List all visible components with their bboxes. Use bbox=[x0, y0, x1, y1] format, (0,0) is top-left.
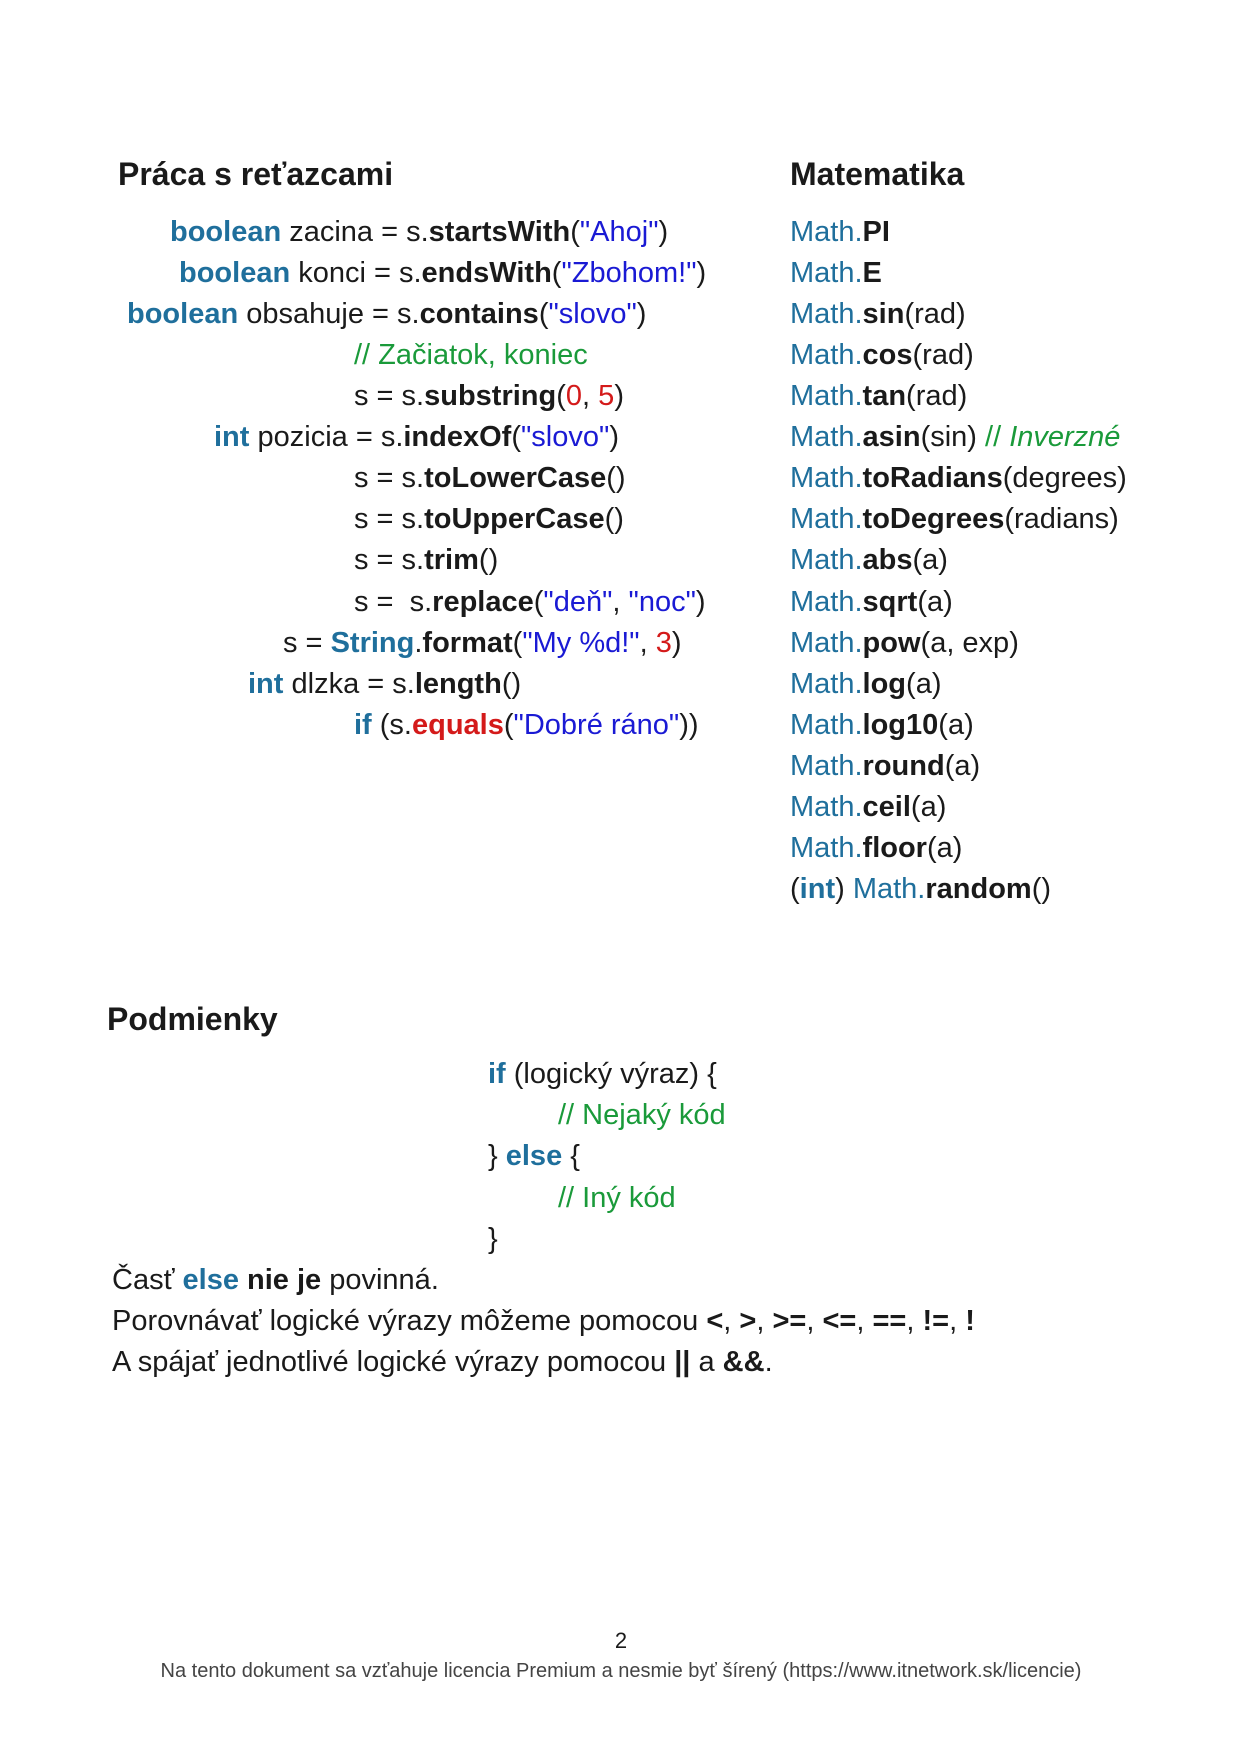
math-item-toradians: Math.toRadians(degrees) bbox=[790, 462, 1127, 494]
math-item-abs: Math.abs(a) bbox=[790, 544, 948, 576]
math-item-log10: Math.log10(a) bbox=[790, 709, 974, 741]
math-item-pow: Math.pow(a, exp) bbox=[790, 627, 1019, 659]
code-comment-some-code: // Nejaký kód bbox=[558, 1099, 726, 1131]
code-line-length: int dlzka = s.length() bbox=[248, 668, 522, 700]
math-item-log: Math.log(a) bbox=[790, 668, 942, 700]
math-item-cos: Math.cos(rad) bbox=[790, 339, 974, 371]
license-footer: Na tento dokument sa vzťahuje licencia Premium a nesmie byť šírený (https://www.itnetwork.sk/licencie) bbox=[160, 1660, 1082, 1682]
code-line-endswith: boolean konci = s.endsWith("Zbohom!") bbox=[179, 257, 707, 289]
math-item-floor: Math.floor(a) bbox=[790, 832, 963, 864]
code-line-trim: s = s.trim() bbox=[354, 544, 499, 576]
math-item-sin: Math.sin(rad) bbox=[790, 298, 966, 330]
math-item-random: (int) Math.random() bbox=[790, 873, 1052, 905]
code-line-tolowercase: s = s.toLowerCase() bbox=[354, 462, 626, 494]
math-item-round: Math.round(a) bbox=[790, 750, 981, 782]
code-line-indexof: int pozicia = s.indexOf("slovo") bbox=[214, 421, 619, 453]
math-item-tan: Math.tan(rad) bbox=[790, 380, 968, 412]
math-section-title: Matematika bbox=[790, 156, 965, 192]
code-line-touppercase: s = s.toUpperCase() bbox=[354, 503, 624, 535]
math-item-e: Math.E bbox=[790, 257, 882, 289]
code-else-line: } else { bbox=[488, 1140, 580, 1172]
strings-section-title: Práca s reťazcami bbox=[118, 156, 394, 192]
note-logical-operators: A spájať jednotlivé logické výrazy pomocou || a &&. bbox=[112, 1346, 773, 1378]
code-line-contains: boolean obsahuje = s.contains("slovo") bbox=[127, 298, 647, 330]
code-line-startswith: boolean zacina = s.startsWith("Ahoj") bbox=[170, 216, 669, 248]
note-else-optional: Časť else nie je povinná. bbox=[112, 1264, 439, 1296]
math-item-sqrt: Math.sqrt(a) bbox=[790, 586, 953, 618]
code-line-replace: s = s.replace("deň", "noc") bbox=[354, 586, 706, 618]
note-comparison-operators: Porovnávať logické výrazy môžeme pomocou <, >, >=, <=, ==, !=, ! bbox=[112, 1305, 975, 1337]
math-item-ceil: Math.ceil(a) bbox=[790, 791, 947, 823]
page-number: 2 bbox=[614, 1628, 628, 1653]
code-line-equals: if (s.equals("Dobré ráno")) bbox=[354, 709, 699, 741]
code-line-substring: s = s.substring(0, 5) bbox=[354, 380, 624, 412]
math-item-pi: Math.PI bbox=[790, 216, 890, 248]
code-comment-start-end: // Začiatok, koniec bbox=[354, 339, 588, 371]
math-item-todegrees: Math.toDegrees(radians) bbox=[790, 503, 1119, 535]
code-comment-other-code: // Iný kód bbox=[558, 1182, 676, 1214]
code-line-format: s = String.format("My %d!", 3) bbox=[283, 627, 682, 659]
conditions-section-title: Podmienky bbox=[107, 1001, 278, 1037]
code-if-line: if (logický výraz) { bbox=[488, 1058, 717, 1090]
math-item-asin: Math.asin(sin) // Inverzné bbox=[790, 421, 1121, 453]
code-end-brace: } bbox=[488, 1223, 498, 1255]
